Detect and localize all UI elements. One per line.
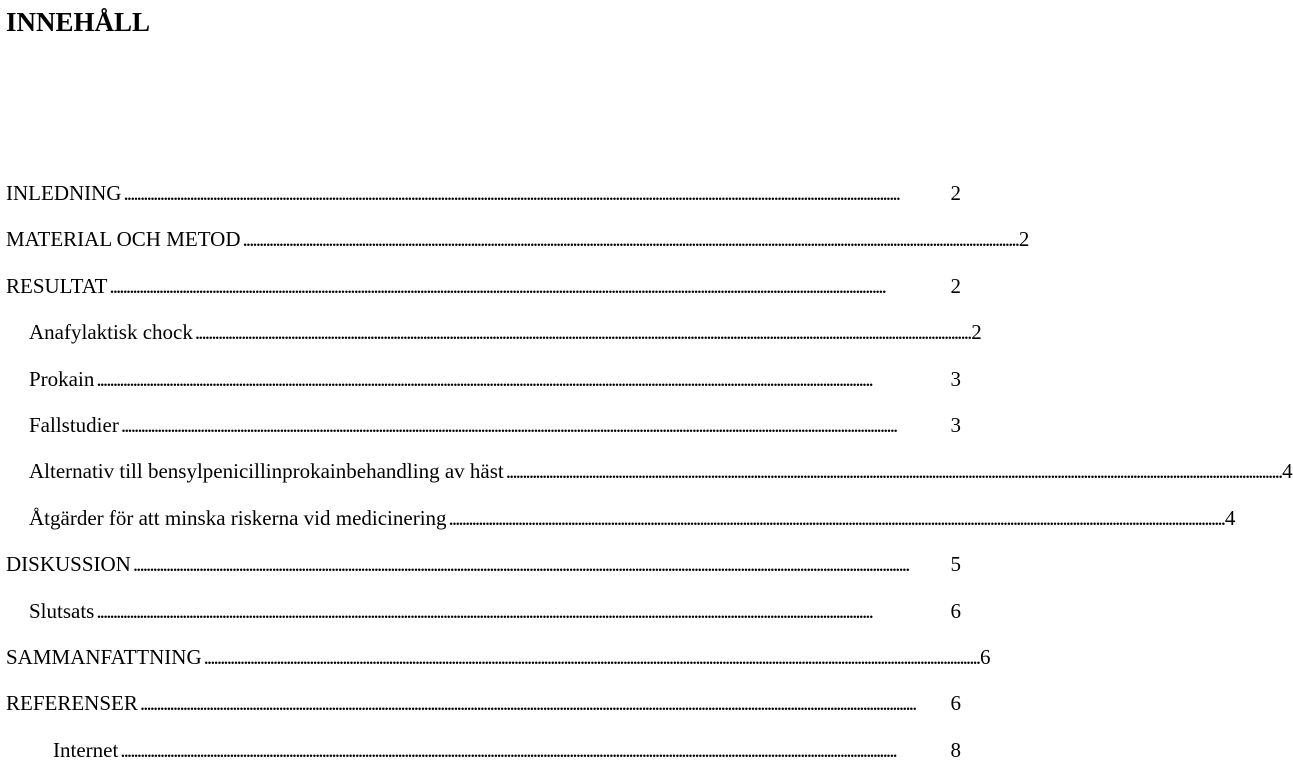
dot-leader (123, 170, 948, 216)
dot-leader (96, 356, 948, 402)
dot-leader (96, 588, 948, 634)
toc-title: INNEHÅLL (6, 7, 151, 37)
toc-entry-material-och-metod[interactable] (0, 216, 1030, 262)
toc-entry-page: 6 (979, 644, 991, 669)
toc-entry-alternativ[interactable] (0, 448, 1293, 494)
toc-entry-label: Prokain (29, 366, 95, 391)
toc-entry-diskussion[interactable] (0, 541, 961, 587)
toc-entry-label: INLEDNING (6, 181, 122, 205)
toc-entry-fallstudier[interactable] (0, 402, 961, 448)
table-of-contents (0, 170, 1293, 773)
toc-entry-page: 5 (950, 552, 961, 577)
dot-leader (133, 541, 948, 587)
toc-entry-label: MATERIAL OCH METOD (6, 227, 241, 252)
dot-leader (506, 448, 1280, 494)
toc-entry-page: 2 (1018, 227, 1030, 252)
dot-leader (204, 634, 978, 680)
toc-entry-page: 2 (971, 320, 982, 345)
dot-leader (121, 402, 948, 448)
toc-entry-atgarder[interactable] (0, 495, 1236, 541)
toc-entry-label: RESULTAT (6, 273, 108, 298)
toc-entry-label: SAMMANFATTNING (6, 644, 202, 669)
toc-entry-label: Internet (53, 737, 119, 762)
toc-entry-anafylaktisk-chock[interactable] (0, 309, 982, 355)
toc-entry-referenser[interactable] (0, 680, 961, 726)
toc-entry-page: 8 (950, 737, 961, 762)
toc-entry-page: 6 (950, 691, 961, 716)
toc-entry-page: 6 (950, 598, 961, 623)
toc-entry-label: Åtgärder för att minska riskerna vid medicinering (29, 505, 447, 530)
toc-entry-label: Fallstudier (29, 412, 119, 437)
toc-entry-page: 3 (950, 412, 961, 437)
dot-leader (120, 727, 948, 773)
toc-entry-page: 4 (1282, 459, 1293, 484)
toc-entry-label: REFERENSER (6, 691, 138, 716)
toc-entry-resultat[interactable] (0, 263, 961, 309)
toc-entry-sammanfattning[interactable] (0, 634, 991, 680)
toc-entry-slutsats[interactable] (0, 588, 961, 634)
toc-entry-label: Slutsats (29, 598, 95, 623)
dot-leader (195, 309, 969, 355)
dot-leader (449, 495, 1223, 541)
dot-leader (140, 680, 948, 726)
toc-entry-page: 2 (950, 273, 961, 298)
dot-leader (109, 263, 948, 309)
toc-entry-page: 4 (1224, 505, 1236, 530)
toc-entry-label: DISKUSSION (6, 552, 131, 577)
toc-entry-prokain[interactable] (0, 356, 961, 402)
toc-entry-page: 3 (950, 366, 961, 391)
toc-entry-inledning[interactable] (0, 170, 961, 216)
dot-leader (243, 216, 1017, 262)
toc-entry-page: 2 (950, 181, 961, 205)
toc-entry-label: Alternativ till bensylpenicillinprokainbehandling av häst (29, 459, 504, 484)
toc-entry-label: Anafylaktisk chock (29, 320, 193, 345)
toc-entry-internet[interactable] (0, 727, 961, 773)
